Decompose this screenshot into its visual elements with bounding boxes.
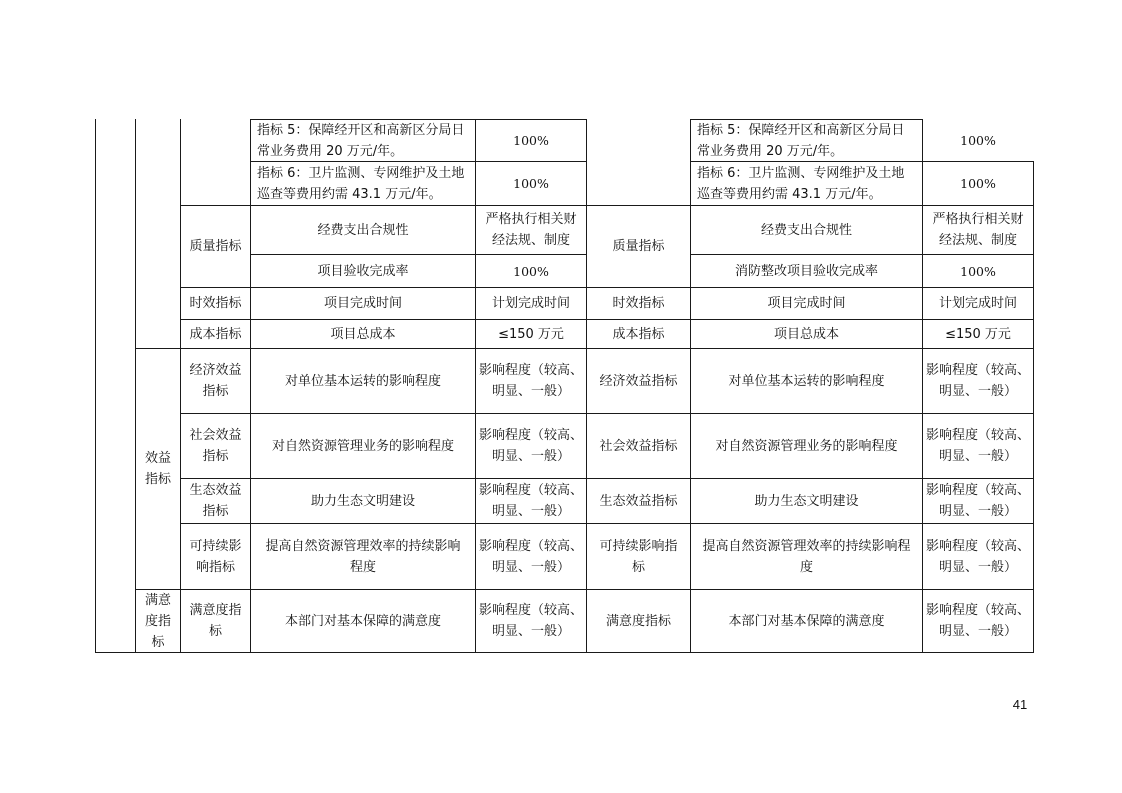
sustainable-category-left: 可持续影 响指标 [189,538,242,575]
timeliness-left-value: 计划完成时间 [491,296,570,311]
quality-row1-right-value: 严格执行相关财 经法规、制度 [932,212,1024,248]
cost-category-left: 成本指标 [189,326,242,342]
table-border-bottom [95,652,1034,653]
satisfaction-left-indicator: 本部门对基本保障的满意度 [284,613,441,629]
timeliness-category-left: 时效指标 [189,296,242,311]
benefit-group-label: 效益 指标 [144,451,171,487]
quality-row2-left-value: 100% [513,263,549,279]
quality-category-left: 质量指标 [189,239,242,254]
economic-category-left: 经济效益 指标 [189,363,242,399]
quality-category-right: 质量指标 [612,239,665,254]
sustainable-left-indicator: 提高自然资源管理效率的持续影响 程度 [265,538,461,575]
social-left-indicator: 对自然资源管理业务的影响程度 [271,438,454,454]
timeliness-right-indicator: 项目完成时间 [767,296,846,311]
sustainable-left-value: 影响程度（较高、 明显、一般） [479,538,584,575]
social-right-value: 影响程度（较高、 明显、一般） [926,428,1031,464]
cost-left-value: ≤150 万元 [498,326,564,342]
social-category-left: 社会效益 指标 [189,428,242,464]
social-right-indicator: 对自然资源管理业务的影响程度 [715,438,898,454]
satisfaction-category-left: 满意度指 标 [189,603,242,639]
social-left-value: 影响程度（较高、 明显、一般） [479,428,584,464]
cost-right-indicator: 项目总成本 [773,326,839,342]
satisfaction-left-value: 影响程度（较高、 明显、一般） [479,603,584,639]
social-category-right: 社会效益指标 [599,438,678,454]
indicator-5-right: 指标 5：保障经开区和高新区分局日 常业务费用 20 万元/年。 [697,122,905,159]
cost-left-indicator: 项目总成本 [330,326,396,342]
economic-left-indicator: 对单位基本运转的影响程度 [284,373,441,389]
indicator-5-right-value: 100% [960,133,996,148]
economic-category-right: 经济效益指标 [599,373,678,389]
satisfaction-right-indicator: 本部门对基本保障的满意度 [728,613,885,629]
ecological-category-right: 生态效益指标 [599,493,678,509]
economic-right-indicator: 对单位基本运转的影响程度 [728,373,885,389]
indicator-5-left: 指标 5：保障经开区和高新区分局日 常业务费用 20 万元/年。 [257,122,465,159]
quality-row1-left-value: 严格执行相关财 经法规、制度 [485,212,577,248]
satisfaction-right-value: 影响程度（较高、 明显、一般） [926,603,1031,639]
timeliness-left-indicator: 项目完成时间 [323,296,402,311]
table-border-left [95,119,96,653]
economic-right-value: 影响程度（较高、 明显、一般） [926,363,1031,399]
satisfaction-category-right: 满意度指标 [605,613,671,629]
economic-left-value: 影响程度（较高、 明显、一般） [479,363,584,399]
quality-row2-left-indicator: 项目验收完成率 [317,263,409,279]
ecological-left-value: 影响程度（较高、 明显、一般） [479,483,584,519]
sustainable-right-indicator: 提高自然资源管理效率的持续影响程 度 [702,538,911,575]
cost-category-right: 成本指标 [612,326,665,342]
indicator-6-left: 指标 6：卫片监测、专网维护及土地 巡查等费用约需 43.1 万元/年。 [257,165,465,202]
quality-row2-right-indicator: 消防整改项目验收完成率 [734,263,878,279]
ecological-left-indicator: 助力生态文明建设 [310,493,415,509]
table-border-right [1033,161,1034,653]
indicator-6-left-value: 100% [513,176,549,191]
timeliness-right-value: 计划完成时间 [938,296,1017,311]
ecological-right-value: 影响程度（较高、 明显、一般） [926,483,1031,519]
quality-row1-right-indicator: 经费支出合规性 [760,222,852,238]
quality-row2-right-value: 100% [960,263,996,279]
indicator-6-right-value: 100% [960,176,996,191]
indicator-6-right: 指标 6：卫片监测、专网维护及土地 巡查等费用约需 43.1 万元/年。 [697,165,905,202]
indicator-5-left-value: 100% [513,133,549,148]
page-number: 41 [1012,697,1028,712]
quality-row1-left-indicator: 经费支出合规性 [317,222,409,238]
sustainable-right-value: 影响程度（较高、 明显、一般） [926,538,1031,575]
timeliness-category-right: 时效指标 [612,296,665,311]
cost-right-value: ≤150 万元 [945,326,1011,342]
ecological-category-left: 生态效益 指标 [189,483,242,519]
sustainable-category-right: 可持续影响指 标 [599,538,678,575]
ecological-right-indicator: 助力生态文明建设 [754,493,859,509]
satisfaction-group-label: 满意 度指 标 [144,592,171,650]
